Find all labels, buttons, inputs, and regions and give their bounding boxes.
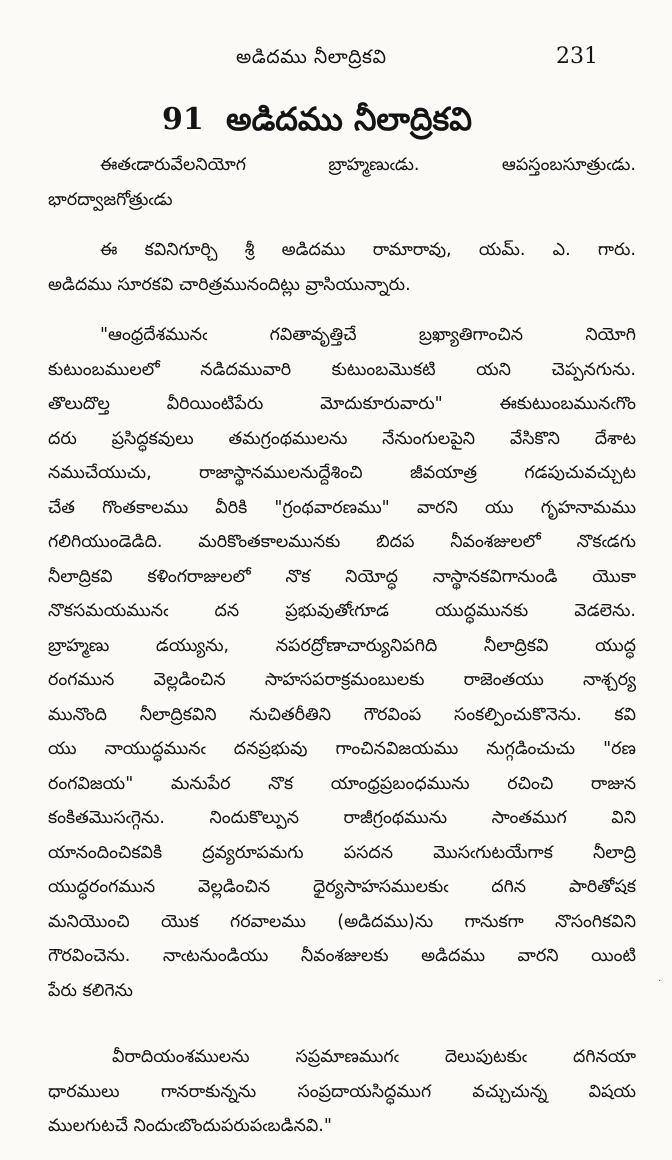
text-line: వీరాదియంశములను సప్రమాణముగఁ దెలుపుటకుఁ దగినయా — [112, 1047, 636, 1067]
margin-mark: · — [658, 976, 662, 987]
text-line: దరు ప్రసిద్ధకవులు తమగ్రంథములను నేనుంగులపైని వేసికొని దేశాట — [48, 428, 636, 449]
text-line: కంకితమొసఁగ్గెను. నిందుకొల్పున రాజీగ్రంథమును సాంతముగ విని — [48, 808, 636, 828]
text-line: కుటుంబములలో నడిదమువారి కుటుంబమొకటి యని చెప్పనగును. — [48, 359, 636, 380]
text-line: గలిగియుండెడిది. మరికొంతకాలమునకు బిదప నీవంశజులలో నొకఁడగు — [48, 532, 636, 552]
text-line: మనియొంచి యొక గరవాలము (అడిదము)ను గానుకగా నొసంగికవిని — [48, 911, 636, 932]
text-line: యు నాయుద్ధమునఁ దనప్రభువు గాంచినవిజయము నుగ్గడించుచు "రణ — [48, 739, 636, 759]
text-line: యానందించికవికి ద్రవ్యరూపమగు పసదన మొసఁగుటయేగాక నీలాద్రి — [48, 842, 636, 863]
running-title: అడిదము నీలాద్రికవి — [236, 46, 387, 68]
text-line: "ఆంధ్రదేశమునఁ గవితావృత్తిచే బ్రఖ్యాతిగాంచిన నియోగి — [100, 325, 636, 345]
text-line: ఈతఁడారువేలనియోగ బ్రాహ్మణుఁడు. ఆపస్తంబసూత్రుఁడు. — [100, 155, 636, 175]
chapter-title: అడిదము నీలాద్రికవి — [226, 100, 472, 138]
text-line: బ్రాహ్మణు డయ్యును, నపరద్రోణాచార్యునిపగిది నీలాద్రికవి యుద్ధ — [48, 635, 636, 656]
text-line: పేరు కలిగెను — [48, 980, 133, 1001]
text-line: రంగవిజయ" మనుపేర నొక యాంధ్రప్రబంధమును రచించి రాజున — [48, 773, 636, 794]
text-line: మునొంది నీలాద్రికవిని నుచితరీతిని గౌరవింప సంకల్పించుకొనెను. కవి — [48, 704, 636, 725]
text-line: నొకసమయమునఁ దన ప్రభువుతోఁగూడ యుద్ధమునకు వెడలెను. — [48, 601, 636, 621]
text-line: రంగమున వెల్లడించిన సాహసపరాక్రమంబులకు రాజెంతయు నాశ్చర్య — [48, 670, 636, 690]
text-line: అడిదము సూరకవి చారిత్రమునందిట్లు వ్రాసియున్నారు. — [48, 274, 411, 295]
text-line: ఈ కవినిగూర్చి శ్రీ అడిదము రామారావు, యమ్. ఎ. గారు. — [100, 240, 636, 260]
text-line: ములగుటచే నిందుఁబొందుపరుపఁబడినవి." — [48, 1116, 332, 1136]
text-line: యుద్ధరంగమున వెల్లడించిన ధైర్యసాహసములకుఁ దగిన పారితోషక — [48, 877, 636, 897]
text-line: చేత గొంతకాలము వీరికి "గ్రంథవారణము" వారని యు గృహనామము — [48, 497, 636, 518]
page-header — [0, 44, 672, 78]
paragraph-gap — [48, 1024, 636, 1040]
text-line: నీలాద్రికవి కళింగరాజులలో నొక నియోద్ధ నాస్థానకవిగానుండి యొకా — [48, 566, 636, 587]
text-line: నముచేయుచు, రాజాస్థానములనుద్దేశించి జీవయాత్ర గడపుచువచ్చుట — [48, 463, 636, 483]
page-number: 231 — [556, 44, 598, 69]
chapter-number: 91 — [162, 102, 204, 137]
text-line: భారద్వాజగోత్రుఁడు — [48, 189, 173, 210]
text-line: గౌరవించెను. నాఁటనుండియు నీవంశజులకు అడిదము వారని యింటి — [48, 946, 636, 966]
text-line: ధారములు గానరాకున్నను సంప్రదాయసిద్ధముగ వచ్చుచున్న విషయ — [48, 1081, 636, 1102]
text-line: తొలుదొల్త వీరియింటిపేరు మోదుకూరువారు" ఈకుటుంబమునఁగొం — [48, 394, 636, 414]
body-text — [48, 148, 636, 1160]
chapter-heading — [0, 100, 672, 150]
